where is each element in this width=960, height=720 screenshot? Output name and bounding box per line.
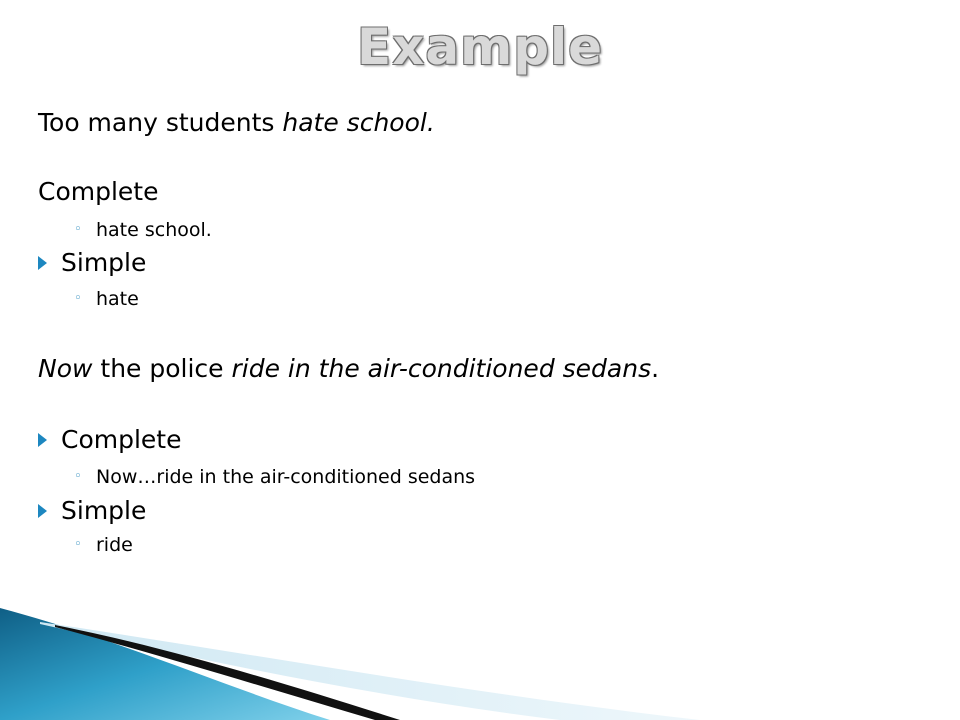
sentence-1-plain: Too many students [38, 108, 283, 137]
block-1-complete-value: hate school. [96, 219, 212, 241]
circle-bullet-icon: ◦ [74, 537, 82, 552]
sentence-2-plain: the police [92, 354, 232, 383]
block-2-complete-heading: Complete [61, 425, 182, 454]
circle-bullet-icon: ◦ [74, 222, 82, 237]
block-1-simple-item [74, 288, 139, 310]
sentence-2-italic-rest: ride in the air-conditioned sedans [231, 354, 652, 383]
example-sentence-1 [38, 108, 435, 137]
block-1-simple-heading: Simple [61, 248, 147, 277]
triangle-arrow-bullet-icon [38, 256, 47, 270]
decorative-corner-swoosh [0, 600, 960, 720]
block-2-simple-value: ride [96, 534, 133, 556]
block-2-simple-heading: Simple [61, 496, 147, 525]
block-1-complete-heading: Complete [38, 177, 159, 206]
block-1-complete-item [74, 219, 212, 241]
sentence-1-italic: hate school. [282, 108, 435, 137]
block-2-complete-item [74, 466, 475, 488]
sentence-2-italic-now: Now [38, 354, 93, 383]
block-2-complete-value: Now…ride in the air-conditioned sedans [96, 466, 476, 488]
example-sentence-2 [38, 354, 659, 383]
slide-title: Example [356, 18, 604, 76]
sentence-2-period: . [651, 354, 660, 383]
block-2-simple-item [74, 534, 133, 556]
block-2-simple-heading-row [38, 496, 146, 525]
block-2-complete-heading-row [38, 425, 181, 454]
triangle-arrow-bullet-icon [38, 433, 47, 447]
circle-bullet-icon: ◦ [74, 291, 82, 306]
circle-bullet-icon: ◦ [74, 469, 82, 484]
triangle-arrow-bullet-icon [38, 504, 47, 518]
block-1-simple-value: hate [96, 288, 139, 310]
block-1-simple-heading-row [38, 248, 146, 277]
